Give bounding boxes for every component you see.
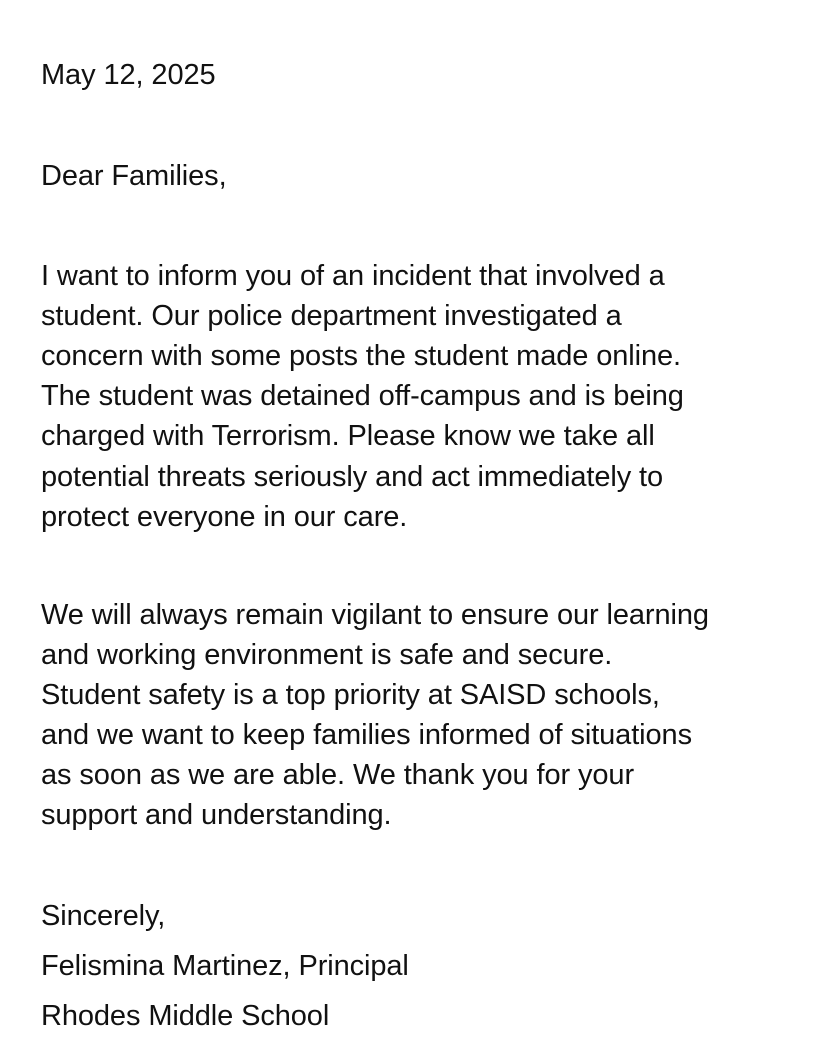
paragraph-line: charged with Terrorism. Please know we take all [41, 420, 655, 452]
salutation: Dear Families, [41, 160, 227, 192]
paragraph-line: concern with some posts the student made online. [41, 340, 682, 372]
paragraph-line: and working environment is safe and secure. [41, 639, 613, 671]
paragraph-line: and we want to keep families informed of situations [41, 719, 692, 751]
paragraph-line: We will always remain vigilant to ensure our learning [41, 599, 709, 631]
paragraph-line: Student safety is a top priority at SAISD schools, [41, 679, 660, 711]
paragraph-line: student. Our police department investigated a [41, 300, 622, 332]
paragraph-line: potential threats seriously and act immediately to [41, 461, 664, 493]
paragraph-line: protect everyone in our care. [41, 501, 408, 533]
paragraph-line: as soon as we are able. We thank you for your [41, 759, 635, 791]
closing: Sincerely, [41, 900, 166, 932]
paragraph-line: The student was detained off-campus and is being [41, 380, 684, 412]
paragraph-line: support and understanding. [41, 799, 392, 831]
letter-date: May 12, 2025 [41, 59, 216, 91]
paragraph-line: I want to inform you of an incident that involved a [41, 260, 665, 292]
school-name: Rhodes Middle School [41, 1000, 330, 1032]
signer-name: Felismina Martinez, Principal [41, 950, 409, 982]
